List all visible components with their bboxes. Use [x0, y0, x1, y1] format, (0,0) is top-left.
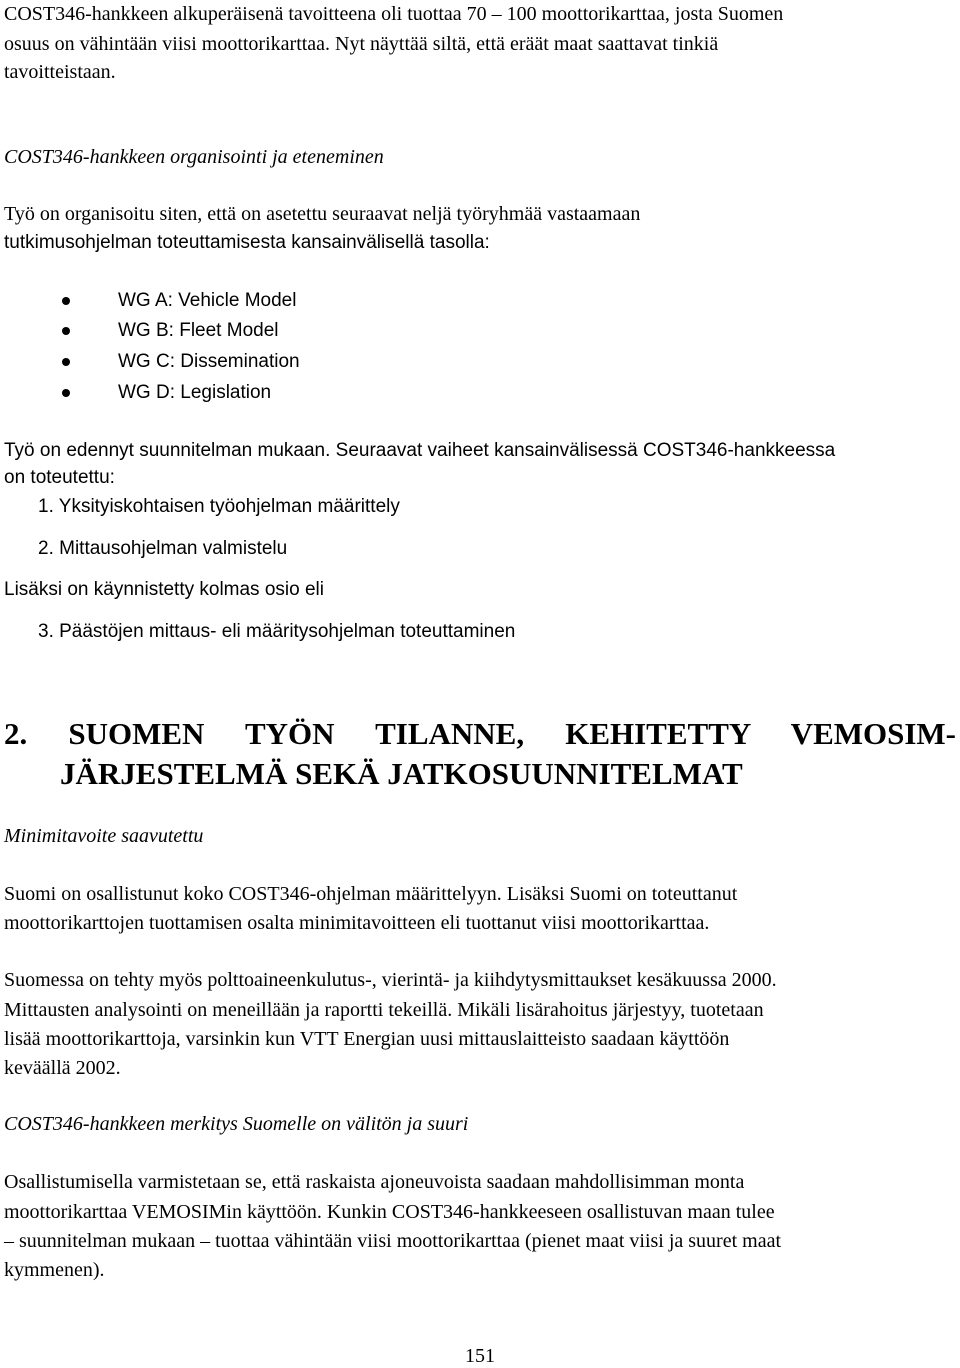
section-heading-line-2: JÄRJESTELMÄ SEKÄ JATKOSUUNNITELMAT	[60, 756, 743, 791]
working-group-item: WG C: Dissemination	[118, 351, 300, 372]
bullet-icon	[62, 297, 70, 305]
p2-line-2: Mittausten analysointi on meneillään ja raportti tekeillä. Mikäli lisärahoitus järjestyy, tuotetaan	[4, 999, 764, 1021]
intro-line-1: COST346-hankkeen alkuperäisenä tavoitteena oli tuottaa 70 – 100 moottorikarttaa, josta Suomen	[4, 3, 784, 25]
working-group-item: WG D: Legislation	[118, 382, 272, 403]
progress-line-1: Työ on edennyt suunnitelman mukaan. Seuraavat vaiheet kansainvälisessä COST346-hankkeessa	[4, 440, 836, 461]
bullet-icon	[62, 327, 70, 335]
progress-line-2: on toteutettu:	[4, 467, 115, 488]
page-number: 151	[465, 1345, 495, 1367]
p1-line-2: moottorikarttojen tuottamisen osalta minimitavoitteen eli tuottanut viisi moottorikarttaa.	[4, 912, 710, 934]
additional-text: Lisäksi on käynnistetty kolmas osio eli	[4, 579, 324, 600]
intro-line-2: osuus on vähintään viisi moottorikarttaa. Nyt näyttää siltä, että eräät maat saattavat tinkiä	[4, 33, 719, 55]
org-para-line-1: Työ on organisoitu siten, että on asetettu seuraavat neljä työryhmää vastaamaan	[4, 203, 641, 225]
working-group-item: WG A: Vehicle Model	[118, 290, 297, 311]
intro-line-3: tavoitteistaan.	[4, 61, 116, 83]
p3-line-1: Osallistumisella varmistetaan se, että raskaista ajoneuvoista saadaan mahdollisimman monta	[4, 1171, 745, 1193]
p3-line-4: kymmenen).	[4, 1259, 105, 1281]
p3-line-3: – suunnitelman mukaan – tuottaa vähintään viisi moottorikarttaa (pienet maat viisi ja suuret maat	[4, 1230, 782, 1252]
p3-line-2: moottorikarttaa VEMOSIMin käyttöön. Kunkin COST346-hankkeeseen osallistuvan maan tulee	[4, 1201, 775, 1223]
step-2: 2. Mittausohjelman valmistelu	[38, 538, 288, 559]
p2-line-3: lisää moottorikarttoja, varsinkin kun VTT Energian uusi mittauslaitteisto saadaan käyttöön	[4, 1028, 730, 1050]
section-heading-line-1: 2. SUOMEN TYÖN TILANNE, KEHITETTY VEMOSIM-	[4, 716, 956, 751]
subheading-merkitys: COST346-hankkeen merkitys Suomelle on välitön ja suuri	[4, 1113, 469, 1135]
p2-line-1: Suomessa on tehty myös polttoaineenkulutus-, vierintä- ja kiihdytysmittaukset kesäkuussa 2000.	[4, 969, 777, 991]
org-subheading: COST346-hankkeen organisointi ja eteneminen	[4, 146, 384, 168]
p2-line-4: keväällä 2002.	[4, 1057, 121, 1079]
working-group-item: WG B: Fleet Model	[118, 320, 279, 341]
subheading-minimitavoite: Minimitavoite saavutettu	[4, 825, 204, 847]
org-para-line-2: tutkimusohjelman toteuttamisesta kansainvälisellä tasolla:	[4, 232, 490, 253]
step-1: 1. Yksityiskohtaisen työohjelman määrittely	[38, 496, 400, 517]
bullet-icon	[62, 358, 70, 366]
bullet-icon	[62, 389, 70, 397]
p1-line-1: Suomi on osallistunut koko COST346-ohjelman määrittelyyn. Lisäksi Suomi on toteuttanut	[4, 883, 738, 905]
step-3: 3. Päästöjen mittaus- eli määritysohjelman toteuttaminen	[38, 621, 516, 642]
